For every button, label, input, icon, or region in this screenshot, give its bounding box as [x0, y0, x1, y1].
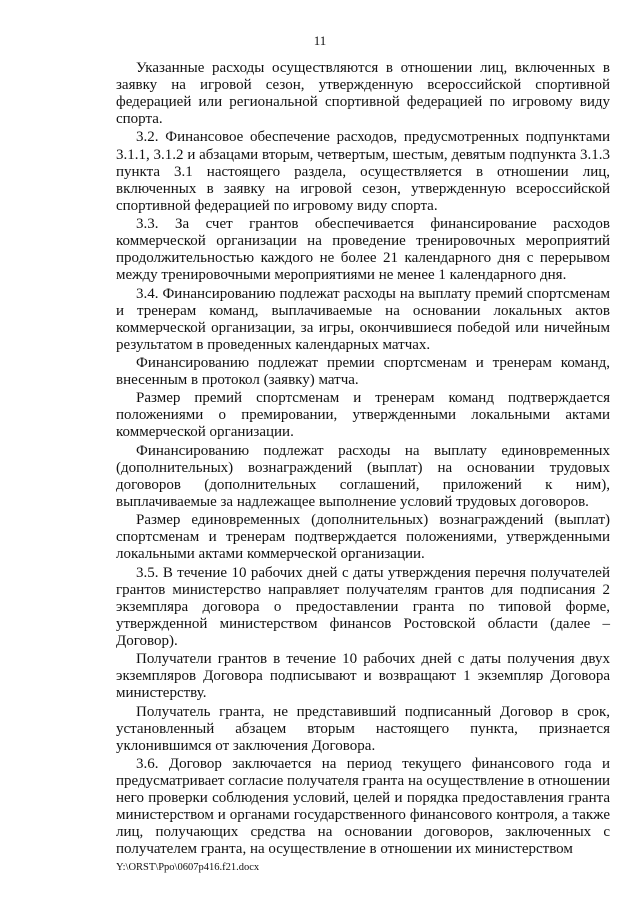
- footer-file-path: Y:\ORST\Ppo\0607p416.f21.docx: [116, 862, 260, 873]
- paragraph: Указанные расходы осуществляются в отношении лиц, включенных в заявку на игровой сезон, утвержденную всероссийской спортивной федерацией или региональной спортивной федерацией по игровому виду спорта.: [116, 60, 610, 128]
- paragraph: 3.4. Финансированию подлежат расходы на выплату премий спортсменам и тренерам команд, выплачиваемые на основании локальных актов коммерческой организации, за игры, окончившиеся победой или ничейным результатом в проведенных календарных матчах.: [116, 285, 610, 353]
- paragraph: Финансированию подлежат премии спортсменам и тренерам команд, внесенным в протокол (заявку) матча.: [116, 354, 610, 389]
- paragraph: 3.3. За счет грантов обеспечивается финансирование расходов коммерческой организации на проведение тренировочных мероприятий продолжительностью каждого не более 21 календарного дня с перерывом между тренировочными мероприятиями не менее 1 календарного дня.: [116, 216, 610, 284]
- paragraph: Получатель гранта, не представивший подписанный Договор в срок, установленный абзацем вторым настоящего пункта, признается уклонившимся от заключения Договора.: [116, 703, 610, 754]
- paragraph: 3.6. Договор заключается на период текущего финансового года и предусматривает согласие получателя гранта на осуществление в отношении него проверки соблюдения условий, целей и порядка предоставления гранта министерством и органами государственного финансового контроля, а также лиц, получающих средства на основании договоров, заключенных с получателем гранта, на осуществление в отношении их министерством: [116, 756, 611, 858]
- paragraph: Размер единовременных (дополнительных) вознаграждений (выплат) спортсменам и тренерам подтверждается положениями, утвержденными локальными актами коммерческой организации.: [116, 512, 610, 563]
- document-body: [116, 60, 610, 858]
- paragraph: 3.5. В течение 10 рабочих дней с даты утверждения перечня получателей грантов министерство направляет получателям грантов для подписания 2 экземпляра договора о предоставлении гранта по типовой форме, утвержденной министерством финансов Ростовской области (далее – Договор).: [116, 564, 610, 649]
- paragraph: Размер премий спортсменам и тренерам команд подтверждается положениями о премировании, утвержденными локальными актами коммерческой организации.: [116, 390, 610, 441]
- paragraph: Финансированию подлежат расходы на выплату единовременных (дополнительных) вознаграждений (выплат) на основании трудовых договоров (дополнительных соглашений, приложений к ним), выплачиваемые за надлежащее выполнение условий трудовых договоров.: [116, 442, 610, 510]
- paragraph: Получатели грантов в течение 10 рабочих дней с даты получения двух экземпляров Договора подписывают и возвращают 1 экземпляр Договора министерству.: [116, 651, 610, 702]
- paragraph: 3.2. Финансовое обеспечение расходов, предусмотренных подпунктами 3.1.1, 3.1.2 и абзацами вторым, четвертым, шестым, девятым подпункта 3.1.3 пункта 3.1 настоящего раздела, осуществляется в отношении лиц, включенных в заявку на игровой сезон, утвержденную всероссийской спортивной федерацией по игровому виду спорта.: [116, 129, 610, 214]
- page-number: 11: [313, 33, 327, 48]
